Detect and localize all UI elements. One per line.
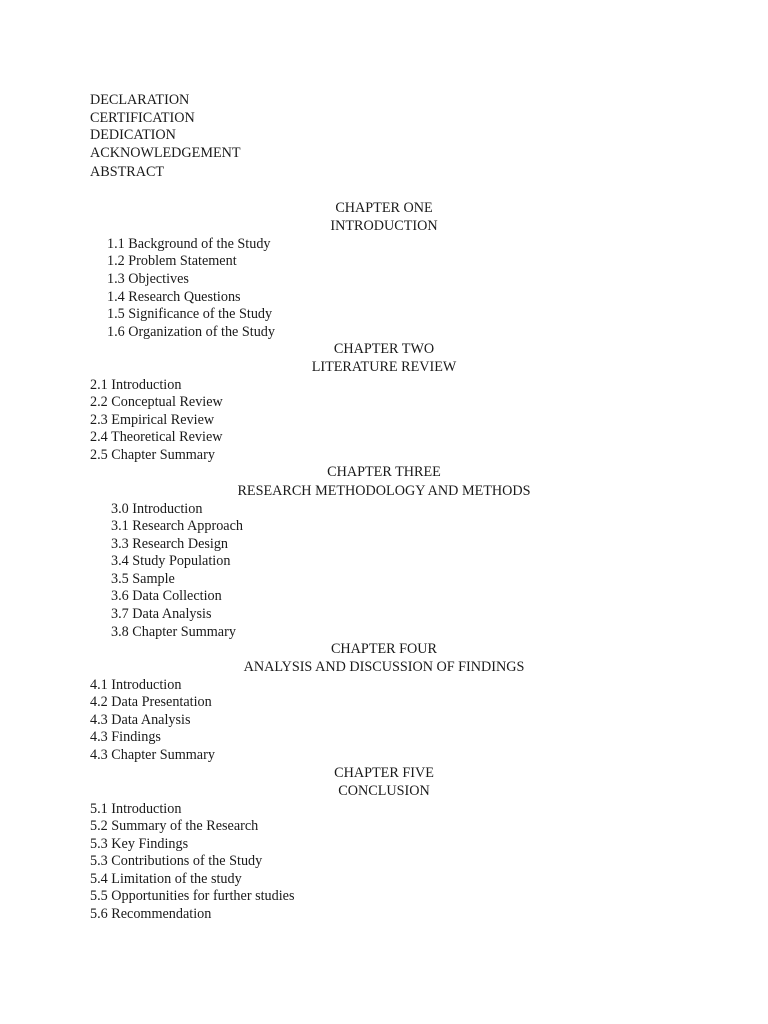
section-item: 5.5 Opportunities for further studies <box>90 888 295 904</box>
section-item: 2.4 Theoretical Review <box>90 429 223 445</box>
section-item: 5.3 Key Findings <box>90 835 189 852</box>
section-item: 4.3 Data Analysis <box>90 711 191 728</box>
section-item: 3.5 Sample <box>111 570 175 587</box>
section-item: 3.1 Research Approach <box>111 518 243 534</box>
chapter-title: CONCLUSION <box>338 782 430 799</box>
chapter-title: RESEARCH METHODOLOGY AND METHODS <box>237 482 531 499</box>
front-matter-item: DEDICATION <box>90 127 176 143</box>
section-item: 5.4 Limitation of the study <box>90 870 242 887</box>
section-item: 4.1 Introduction <box>90 676 182 693</box>
section-item: 2.3 Empirical Review <box>90 411 215 428</box>
chapter-title: INTRODUCTION <box>330 217 438 234</box>
section-item: 3.3 Research Design <box>111 535 229 552</box>
section-item: 1.4 Research Questions <box>107 288 241 305</box>
section-item: 3.6 Data Collection <box>111 588 222 604</box>
section-item: 4.3 Findings <box>90 729 161 745</box>
section-item: 1.5 Significance of the Study <box>107 306 273 322</box>
chapter-heading: CHAPTER THREE <box>327 464 441 480</box>
front-matter-item: CERTIFICATION <box>90 109 195 126</box>
section-item: 2.5 Chapter Summary <box>90 446 215 463</box>
chapter-title: ANALYSIS AND DISCUSSION OF FINDINGS <box>243 658 525 675</box>
section-item: 3.4 Study Population <box>111 553 231 569</box>
section-item: 5.2 Summary of the Research <box>90 818 259 834</box>
section-item: 1.6 Organization of the Study <box>107 323 275 340</box>
section-item: 3.0 Introduction <box>111 500 203 517</box>
chapter-heading: CHAPTER ONE <box>335 200 433 216</box>
section-item: 2.2 Conceptual Review <box>90 394 223 410</box>
section-item: 5.3 Contributions of the Study <box>90 853 263 869</box>
section-item: 5.6 Recommendation <box>90 905 212 922</box>
section-item: 1.1 Background of the Study <box>107 235 271 252</box>
section-item: 4.2 Data Presentation <box>90 694 212 710</box>
front-matter-item: DECLARATION <box>90 92 190 108</box>
front-matter-item: ABSTRACT <box>90 163 165 180</box>
section-item: 4.3 Chapter Summary <box>90 746 215 763</box>
section-item: 1.2 Problem Statement <box>107 253 237 269</box>
section-item: 3.7 Data Analysis <box>111 605 212 622</box>
front-matter-item: ACKNOWLEDGEMENT <box>90 145 241 161</box>
chapter-heading: CHAPTER TWO <box>333 341 435 357</box>
section-item: 1.3 Objectives <box>107 271 189 287</box>
chapter-title: LITERATURE REVIEW <box>311 358 457 375</box>
chapter-heading: CHAPTER FOUR <box>330 641 438 657</box>
section-item: 5.1 Introduction <box>90 800 182 817</box>
section-item: 2.1 Introduction <box>90 376 182 393</box>
chapter-heading: CHAPTER FIVE <box>334 765 434 781</box>
section-item: 3.8 Chapter Summary <box>111 623 236 640</box>
